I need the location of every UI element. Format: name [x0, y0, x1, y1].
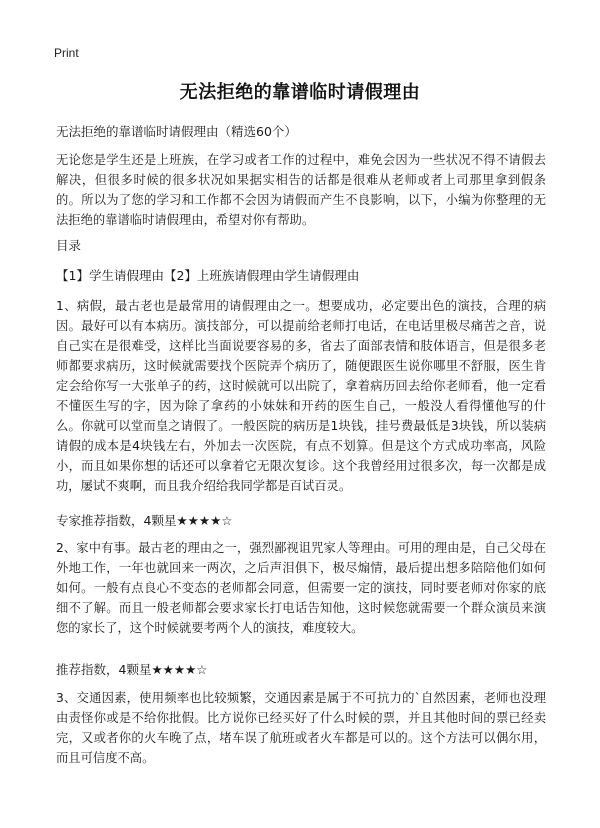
rating-line-2: 推荐指数，4颗星★★★★☆	[56, 662, 208, 677]
document-subtitle: 无法拒绝的靠谱临时请假理由（精选60个）	[56, 124, 297, 139]
rating-line-1: 专家推荐指数，4颗星★★★★☆	[56, 513, 233, 528]
document-title: 无法拒绝的靠谱临时请假理由	[179, 82, 421, 103]
toc-heading: 目录	[56, 238, 82, 253]
print-link[interactable]: Print	[54, 46, 79, 60]
intro-paragraph: 无论您是学生还是上班族，在学习或者工作的过程中，难免会因为一些状况不得不请假去解决，但很多时候的很多状况如果据实相告的话都是很难从老师或者上司那里拿到假条的。所以为了您的学习和工作都不会因为请假而产生不良影响，以下，小编为你整理的无法拒绝的靠谱临时请假理由，希望对你有帮助。	[56, 153, 546, 227]
toc-items: 【1】学生请假理由【2】上班族请假理由学生请假理由	[56, 268, 360, 283]
section-2-paragraph: 2、家中有事。最古老的理由之一，强烈鄙视诅咒家人等理由。可用的理由是，自己父母在外地工作，一年也就回来一两次，之后声泪俱下，极尽煽情，最后提出想多陪陪他们如何如何。一般有点良心不变态的老师都会同意，但需要一定的演技，同时要老师对你家的底细不了解。而且一般老师都会要求家长打电话告知他，这时候您就需要一个群众演员来演您的家长了，这个时候就要考两个人的演技，难度较大。	[56, 541, 546, 635]
section-1-paragraph: 1、病假，最古老也是最常用的请假理由之一。想要成功，必定要出色的演技，合理的病因。最好可以有本病历。演技部分，可以提前给老师打电话，在电话里极尽痛苦之音，说自己实在是很难受，这样比当面说要容易的多，省去了面部表情和肢体语言，但是很多老师都要求病历，这时候就需要找个医院弄个病历了，随便跟医生说你哪里不舒服，医生肯定会给你写一大张单子的药，这时候就可以出院了，拿着病历回去给你老师看，他一定看不懂医生写的字，因为除了拿药的小妹妹和开药的医生自己，一般没人看得懂他写的什么。你就可以堂而皇之请假了。一般医院的病历是1块钱，挂号费最低是3块钱，所以装病请假的成本是4块钱左右，外加去一次医院，有点不划算。但是这个方式成功率高，风险小，而且如果你想的话还可以拿着它无限次复诊。这个我曾经用过很多次，每一次都是成功，屡试不爽啊，而且我介绍给我同学都是百试百灵。	[56, 299, 546, 493]
section-3-paragraph: 3、交通因素，使用频率也比较频繁，交通因素是属于不可抗力的`自然因素，老师也没理由责怪你或是不给你批假。比方说你已经买好了什么时候的票，并且其他时间的票已经卖完，又或者你的火车晚了点，堵车误了航班或者火车都是可以的。这个方法可以偶尔用，而且可信度不高。	[56, 691, 546, 765]
